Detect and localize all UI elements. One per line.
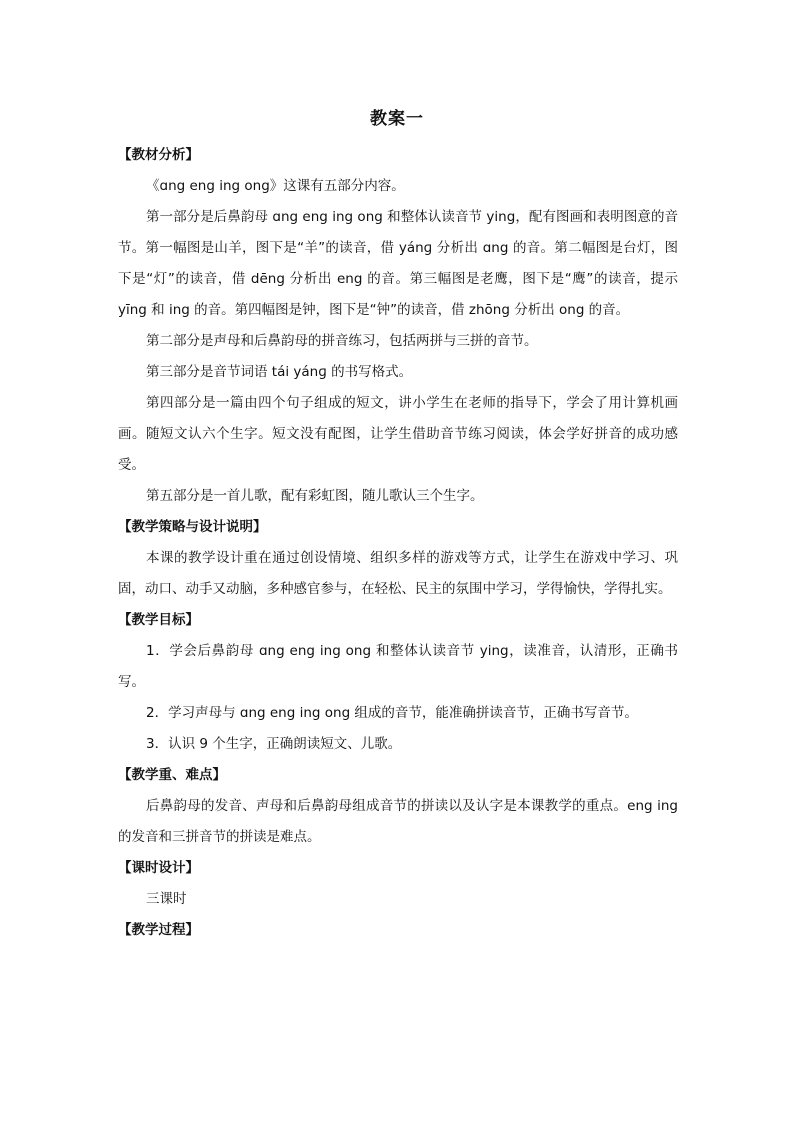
keypoints-paragraph-1: 后鼻韵母的发音、声母和后鼻韵母组成音节的拼读以及认字是本课教学的重点。eng ing 的发音和三拼音节的拼读是难点。 — [118, 798, 678, 845]
section-heading-goals: 【教学目标】 — [118, 612, 199, 628]
goal-item-2: 2．学习声母与 ɑng eng ing ong 组成的音节，能准确拼读音节，正确书写音节。 — [146, 705, 638, 721]
goal-item-1: 1．学会后鼻韵母 ɑng eng ing ong 和整体认读音节 ying，读准音，认清形，正确书写。 — [118, 643, 678, 690]
section-heading-keypoints: 【教学重、难点】 — [118, 767, 226, 783]
section-heading-process: 【教学过程】 — [118, 922, 199, 938]
section-heading-analysis: 【教材分析】 — [118, 147, 199, 163]
analysis-paragraph-4: 第三部分是音节词语 tái yánɡ 的书写格式。 — [146, 364, 413, 380]
document-title: 教案一 — [370, 109, 424, 129]
analysis-paragraph-6: 第五部分是一首儿歌，配有彩虹图，随儿歌认三个生字。 — [146, 488, 484, 504]
strategy-paragraph-1: 本课的教学设计重在通过创设情境、组织多样的游戏等方式，让学生在游戏中学习、巩固，动口、动手又动脑，多种感官参与，在轻松、民主的氛围中学习，学得愉快，学得扎实。 — [118, 550, 678, 597]
section-heading-schedule: 【课时设计】 — [118, 860, 199, 876]
analysis-paragraph-2: 第一部分是后鼻韵母 ɑng eng ing ong 和整体认读音节 ying，配有图画和表明图意的音节。第一幅图是山羊，图下是“羊”的读音，借 yánɡ 分析出 ɑng 的音。第二幅图是台灯，图下是“灯”的读音，借 dēng 分析出 eng 的音。第三幅图是老鹰，图下是“鹰”的读音，提示 yīng 和 ing 的音。第四幅图是钟，图下是“钟”的读音，借 zhōng 分析出 ong 的音。 — [118, 209, 678, 318]
goal-item-3: 3．认识 9 个生字，正确朗读短文、儿歌。 — [146, 736, 402, 752]
schedule-paragraph-1: 三课时 — [146, 891, 187, 907]
section-heading-strategy: 【教学策略与设计说明】 — [118, 519, 267, 535]
analysis-paragraph-5: 第四部分是一篇由四个句子组成的短文，讲小学生在老师的指导下，学会了用计算机画画。随短文认六个生字。短文没有配图，让学生借助音节练习阅读，体会学好拼音的成功感受。 — [118, 395, 678, 473]
analysis-paragraph-1: 《ɑng eng ing ong》这课有五部分内容。 — [146, 178, 405, 194]
document-body — [118, 140, 678, 946]
analysis-paragraph-3: 第二部分是声母和后鼻韵母的拼音练习，包括两拼与三拼的音节。 — [146, 333, 538, 349]
